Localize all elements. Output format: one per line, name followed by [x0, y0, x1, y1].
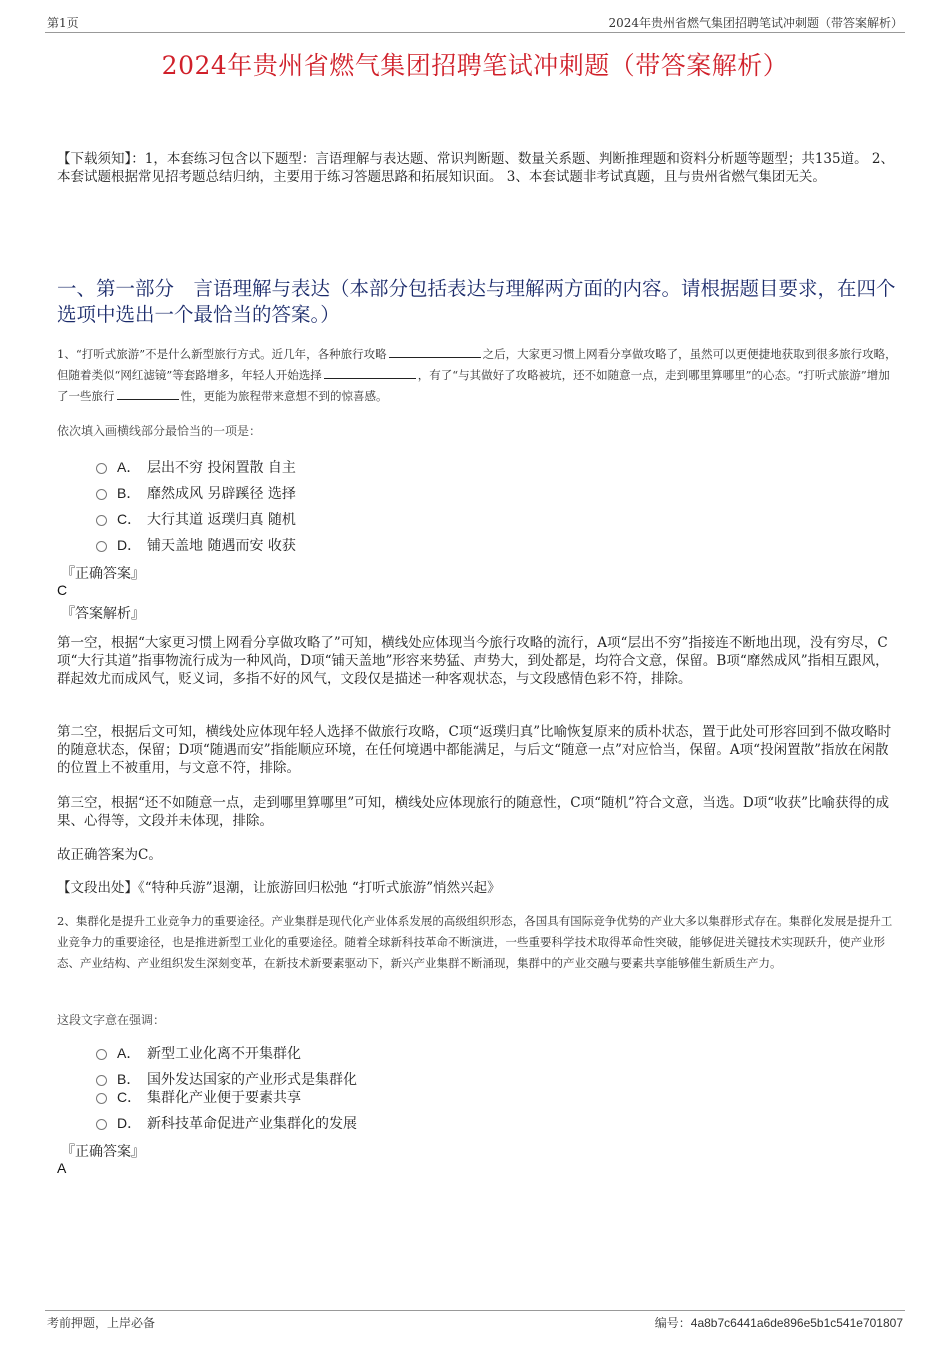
option-letter: C． — [117, 1089, 142, 1105]
option-text: 新型工业化离不开集群化 — [147, 1046, 301, 1062]
document-id-code: 4a8b7c6441a6de896e5b1c541e701807 — [690, 1316, 903, 1330]
header-divider — [45, 32, 905, 33]
question-1-text-part: ，有了“与其做好了攻略被坑，还不如随意一点，走到哪里算哪里”的心态。“打听式旅游”增加了一些旅行 — [57, 368, 890, 403]
answer-value: A — [57, 1160, 67, 1176]
section-heading: 一、第一部分 言语理解与表达（本部分包括表达与理解两方面的内容。请根据题目要求，在四个选项中选出一个最恰当的答案。） — [57, 277, 896, 326]
option-text: 靡然成风 另辟蹊径 选择 — [147, 486, 296, 502]
answer-value: C — [57, 582, 68, 598]
question-2-prompt: 这段文字意在强调： — [57, 1013, 166, 1027]
download-notice: 【下载须知】：1，本套练习包含以下题型：言语理解与表达题、常识判断题、数量关系题、判断推理题和资料分析题等题型；共135道。 2、本套试题根据常见招考题总结归纳，主要用于练习答题思路和拓展知识面。 3、本套试题非考试真题，且与贵州省燃气集团无关。 — [57, 151, 894, 185]
option-text: 大行其道 返璞归真 随机 — [147, 512, 296, 528]
q1-option-d[interactable] — [96, 535, 296, 555]
option-text: 新科技革命促进产业集群化的发展 — [147, 1116, 357, 1132]
question-1-text — [57, 344, 897, 407]
answer-label: 『正确答案』 — [61, 1144, 145, 1160]
document-id-label: 编号： — [654, 1316, 691, 1330]
footer-divider — [45, 1310, 905, 1311]
analysis-label: 『答案解析』 — [61, 606, 145, 622]
q1-option-a[interactable] — [96, 457, 296, 477]
running-title: 2024年贵州省燃气集团招聘笔试冲刺题（带答案解析） — [608, 16, 903, 30]
radio-icon[interactable] — [96, 1119, 107, 1130]
option-letter: A． — [117, 1045, 141, 1061]
option-letter: B． — [117, 485, 141, 501]
document-title: 2024年贵州省燃气集团招聘笔试冲刺题（带答案解析） — [161, 51, 789, 80]
option-text: 集群化产业便于要素共享 — [147, 1090, 301, 1106]
question-1-text-part: 之后，大家更习惯上网看分享做攻略了，虽然可以更便捷地获取到很多旅行攻略，但随着类似“网红滤镜”等套路增多，年轻人开始选择 — [57, 347, 897, 382]
question-1-text-part: 性，更能为旅程带来意想不到的惊喜感。 — [180, 389, 388, 403]
radio-icon[interactable] — [96, 515, 107, 526]
option-text: 铺天盖地 随遇而安 收获 — [147, 538, 296, 554]
question-1-text-part: 1、“打听式旅游”不是什么新型旅行方式。近几年，各种旅行攻略 — [57, 347, 387, 361]
q2-option-d[interactable] — [96, 1113, 357, 1133]
question-2-text: 2、集群化是提升工业竞争力的重要途径。产业集群是现代化产业体系发展的高级组织形态，各国具有国际竞争优势的产业大多以集群形式存在。集群化发展是提升工业竞争力的重要途径，也是推进新型工业化的重要途径。随着全球新科技革命不断演进，一些重要科学技术取得革命性突破，能够促进关键技术实现跃升，使产业形态、产业结构、产业组织发生深刻变革，在新技术新要素驱动下，新兴产业集群不断涌现，集群中的产业交融与要素共享能够催生新质生产力。 — [57, 914, 893, 970]
analysis-conclusion: 故正确答案为C。 — [57, 847, 162, 863]
option-letter: D． — [117, 537, 142, 553]
footer-slogan: 考前押题，上岸必备 — [47, 1316, 156, 1330]
fill-blank-3 — [117, 387, 179, 400]
page-number: 第1页 — [47, 16, 79, 30]
q1-option-b[interactable] — [96, 483, 296, 503]
radio-icon[interactable] — [96, 1075, 107, 1086]
option-text: 层出不穷 投闲置散 自主 — [147, 460, 296, 476]
option-letter: B． — [117, 1071, 141, 1087]
radio-icon[interactable] — [96, 1093, 107, 1104]
question-1-prompt: 依次填入画横线部分最恰当的一项是： — [57, 424, 262, 438]
q2-option-c[interactable] — [96, 1087, 301, 1107]
option-text: 国外发达国家的产业形式是集群化 — [147, 1072, 357, 1088]
source-citation: 【文段出处】《“特种兵游”退潮，让旅游回归松弛 “打听式旅游”悄然兴起》 — [57, 880, 501, 896]
radio-icon[interactable] — [96, 489, 107, 500]
q2-option-b[interactable] — [96, 1069, 357, 1089]
q1-option-c[interactable] — [96, 509, 296, 529]
document-id — [655, 1314, 903, 1331]
option-letter: A． — [117, 459, 141, 475]
analysis-paragraph: 第二空，根据后文可知，横线处应体现年轻人选择不做旅行攻略，C项“返璞归真”比喻恢复原来的质朴状态，置于此处可形容回到不做攻略时的随意状态，保留；D项“随遇而安”指能顺应环境，在任何境遇中都能满足，与后文“随意一点”对应恰当，保留。A项“投闲置散”指放在闲散的位置上不被重用，与文意不符，排除。 — [57, 724, 892, 776]
q2-option-a[interactable] — [96, 1043, 301, 1063]
answer-label: 『正确答案』 — [61, 566, 145, 582]
radio-icon[interactable] — [96, 541, 107, 552]
option-letter: C． — [117, 511, 142, 527]
radio-icon[interactable] — [96, 463, 107, 474]
analysis-paragraph: 第一空，根据“大家更习惯上网看分享做攻略了”可知，横线处应体现当今旅行攻略的流行，A项“层出不穷”指接连不断地出现，没有穷尽，C项“大行其道”指事物流行成为一种风尚，D项“铺天盖地”形容来势猛、声势大，到处都是，均符合文意，保留。B项“靡然成风”指相互跟风，群起效尤而成风气，贬义词，多指不好的风气，文段仅是描述一种客观状态，与文段感情色彩不符，排除。 — [57, 635, 889, 687]
fill-blank-1 — [389, 345, 481, 358]
fill-blank-2 — [324, 366, 416, 379]
analysis-paragraph: 第三空，根据“还不如随意一点，走到哪里算哪里”可知，横线处应体现旅行的随意性，C项“随机”符合文意，当选。D项“收获”比喻获得的成果、心得等，文段并未体现，排除。 — [57, 795, 890, 829]
radio-icon[interactable] — [96, 1049, 107, 1060]
option-letter: D． — [117, 1115, 142, 1131]
